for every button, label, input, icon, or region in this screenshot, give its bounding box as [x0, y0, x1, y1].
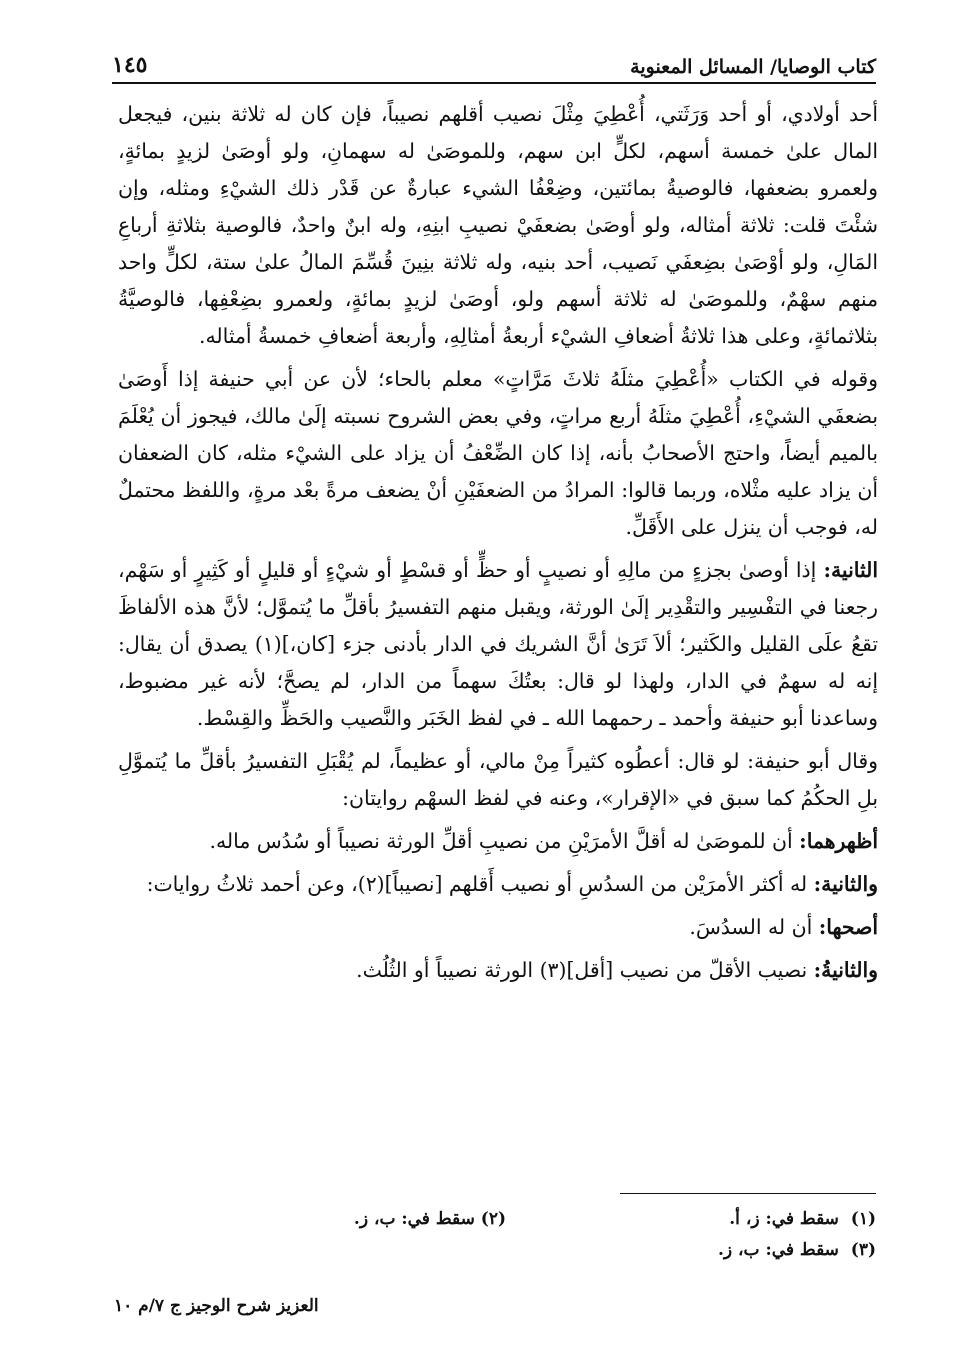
footnote: [136, 1204, 506, 1235]
running-header: [112, 38, 876, 78]
footnote: [506, 1235, 876, 1266]
body-text: [118, 96, 878, 995]
footnote-row: [118, 1204, 876, 1235]
paragraph-text: أن للموصَىٰ له أقلَّ الأمرَيْنِ من نصيبِ أقلِّ الورثة نصيباً أو سُدُس ماله.: [209, 829, 800, 853]
paragraph-text: وقوله في الكتاب «أُعْطِيَ مثلَهُ ثلاثَ مَرَّاتٍ» معلم بالحاء؛ لأن عن أبي حنيفة إذا أَوصَىٰ بضعفَي الشيْءِ، أُعْطِيَ مثلَهُ أربع مراتٍ، وفي بعض الشروح نسبته إلَىٰ مالك، فيجوز أن يُعْلَمَ بالميم أيضاً، واحتج الأصحابُ بأنه، إذا كان الضِّعْفُ أن يزاد على الشيْء مثله، كان الضعفان أن يزاد عليه مثْلاه، وربما قالوا: المرادُ من الضعفَيْنِ أنْ يضعف مرةً بعْد مرةٍ، واللفظ محتملٌ له، فوجب أن ينزل على الأَقَلِّ.: [118, 367, 878, 539]
paragraph-lead: الثانية:: [823, 558, 878, 582]
paragraph-lead: أصحها:: [818, 915, 878, 939]
footnote-row: [118, 1235, 876, 1266]
paragraph-text: أحد أولادي، أو أحد وَرَثَتي، أُعْطِيَ مِثْلَ نصيب أقلهم نصيباً، فإن كان له ثلاثة بنين، فيجعل المال علىٰ خمسة أسهم، لكلٍّ ابن سهم، وللموصَىٰ له سهمانِ، ولو أوصَىٰ لزيدٍ بمائةٍ، ولعمرو بضعفها، فالوصيةُ بمائتين، وضِعْفُا الشيء عبارةٌ عن قَدْر ذلك الشيْءِ ومثله، وإن شئْتَ قلت: ثلاثة أمثاله، ولو أوصَىٰ بضعفَيْ نصيبِ ابنِهِ، وله ابنٌ واحدٌ، فالوصية بثلاثةِ أرباعِ المَالِ، ولو أوْصَىٰ بضِعفَي نَصيب، أحد بنيه، وله ثلاثة بنِينَ قُسِّمَ المالُ علىٰ ستة، لكلٍّ واحد منهم سهْمٌ، وللموصَىٰ له ثلاثة أسهم ولو، أوصَىٰ لزيدٍ بمائةٍ، ولعمرو بضِعْفِها، فالوصيَّةُ بثلاثمائةٍ، وعلى هذا ثلاثةُ أضعافِ الشيْء أربعةُ أمثالِهِ، وأربعة أضعافِ خمسةُ أمثاله.: [118, 102, 878, 348]
paragraph: [118, 952, 878, 989]
paragraph: [118, 909, 878, 946]
paragraph-lead: والثانيةُ:: [813, 958, 878, 982]
paragraph-lead: أظهرهما:: [799, 829, 878, 853]
paragraph: [118, 823, 878, 860]
footnotes: [118, 1204, 876, 1266]
footnote-number: (٣): [850, 1240, 876, 1260]
paragraph: [118, 866, 878, 903]
header-rule: [112, 82, 876, 84]
footnote-text: سقط في: ب، ز.: [353, 1209, 475, 1229]
paragraph: [118, 743, 878, 817]
paragraph-text: له أكثر الأمرَيْن من السدُسِ أو نصيب أَقلهم [نصيباً](٢)، وعن أحمد ثلاثُ روايات:: [146, 872, 814, 896]
paragraph-text: إذا أوصىٰ بجزءٍ من مالِهِ أو نصيبٍ أو حظٍّ أو قسْطٍ أو شيْءٍ أو قليلٍ أو كَثِيرٍ أو سَهْم، رجعنا في التفْسِير والتقْدِير إلَىٰ الورثة، ويقبل منهم التفسيرُ بأقلِّ ما يُتموَّل؛ لأنَّ هذه الألفاظَ تقعُ علَى القليل والكَثير؛ ألاَ تَرَىٰ أنَّ الشريك في الدار بأدنى جزء [كان،](١) يصدق أن يقال: إنه له سهمٌ في الدار، ولهذا لو قال: بعتُكَ سهماً من الدار، لم يصحَّ؛ لأنه غير مضبوط، وساعدنا أبو حنيفة وأحمد ـ رحمهما الله ـ في لفظ الخَبَر والنَّصيب والحَظِّ والقِسْط.: [118, 558, 879, 730]
footnote-number: (٢): [480, 1209, 506, 1229]
header-title: كتاب الوصايا/ المسائل المعنوية: [630, 56, 876, 78]
paragraph: [118, 96, 878, 355]
footnote-text: سقط في: ز، أ.: [729, 1209, 839, 1229]
page-number: ١٤٥: [112, 52, 148, 78]
paragraph-text: نصيب الأقلّ من نصيب [أقل](٣) الورثة نصيباً أو الثُلُث.: [356, 958, 814, 982]
paragraph-text: أن له السدُسَ.: [689, 915, 819, 939]
footnote: [506, 1204, 876, 1235]
paragraph-lead: والثانية:: [813, 872, 878, 896]
paragraph-text: وقال أبو حنيفة: لو قال: أعطُوه كثيراً مِنْ مالي، أو عظيماً، لم يُقْبَلِ التفسيرُ بأقلِّ ما يُتموَّلِ بلِ الحكُمُ كما سبق في «الإقرار»، وعنه في لفظ السهْم روايتان:: [118, 749, 878, 810]
footnote-number: (١): [850, 1209, 876, 1229]
paragraph: [118, 361, 878, 546]
footnote-rule: [620, 1193, 876, 1194]
paragraph: [118, 552, 878, 737]
footnote-text: سقط في: ب، ز.: [717, 1240, 839, 1260]
footer-signature: العزيز شرح الوجيز ج ٧/م ١٠: [114, 1296, 319, 1316]
